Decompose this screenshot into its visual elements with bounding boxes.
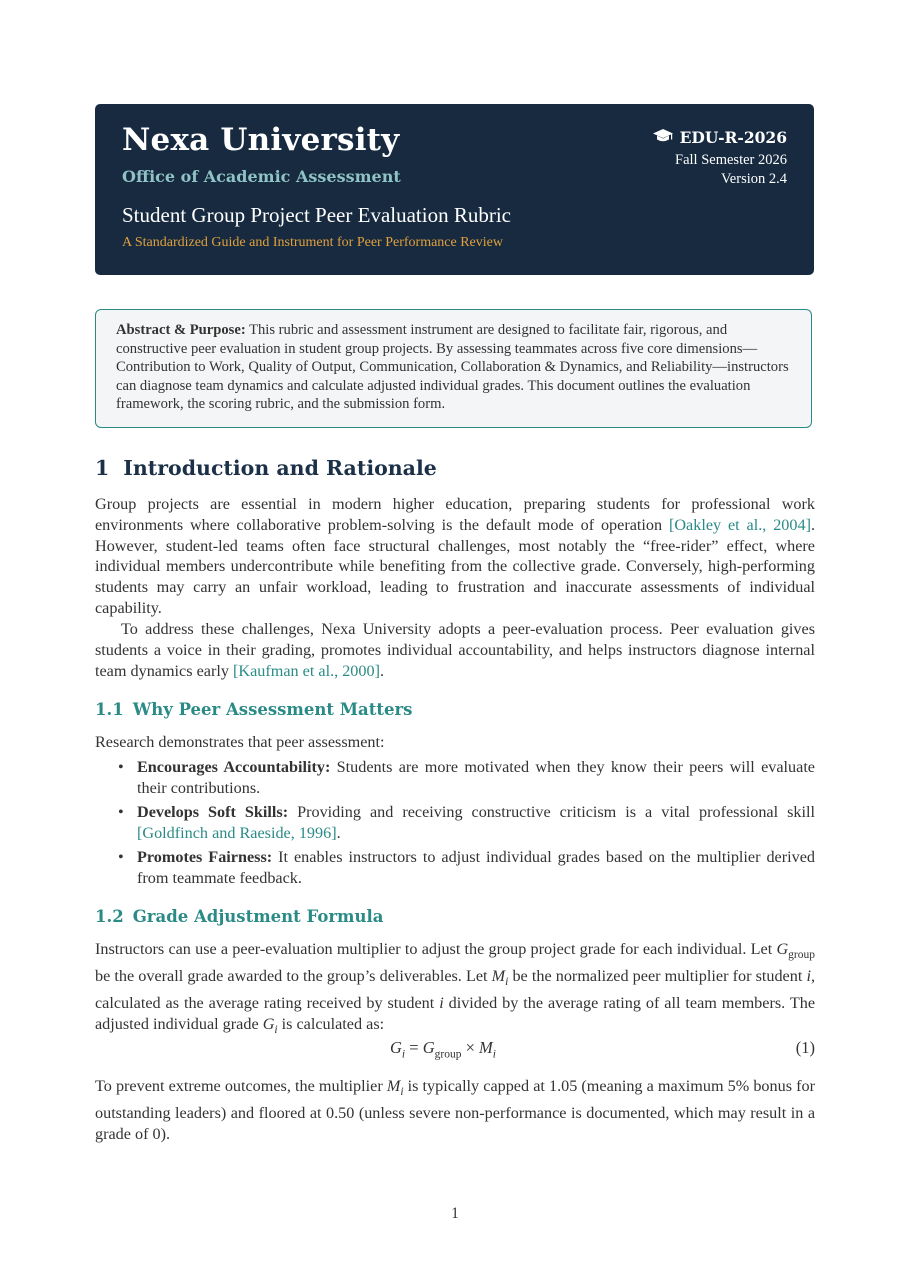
document-meta xyxy=(653,128,787,189)
document-title: Student Group Project Peer Evaluation Rubric xyxy=(122,203,512,227)
paragraph-text: To address these challenges, Nexa University adopts a peer-evaluation process. Peer evaluation gives students a voice in their grading, promotes individual accountability, and helps instructors diagnose internal team dynamics early xyxy=(95,620,815,680)
paragraph-text: . xyxy=(379,661,385,680)
math-symbol: i xyxy=(439,994,444,1013)
citation-link-year[interactable]: 2004] xyxy=(773,515,811,534)
paragraph-text: To prevent extreme outcomes, the multiplier xyxy=(95,1077,387,1095)
paragraph-text: , calculated as the average rating received by student xyxy=(95,967,815,1013)
bullet-icon: • xyxy=(118,803,124,822)
list-intro: Research demonstrates that peer assessment: xyxy=(95,733,385,751)
document-code-row xyxy=(653,128,787,147)
grade-equation xyxy=(95,1038,815,1062)
item-text: It enables instructors to adjust individual grades based on the multiplier derived from teammate feedback. xyxy=(137,848,815,887)
paragraph-text: . However, student-led teams often face structural challenges, most notably the “free-rider” effect, where individual members undercontribute while benefiting from the collective grade. Conversely, high-performing students may carry an unfair workload, leading to frustration and inaccurate assessments of individual capability. xyxy=(95,515,815,617)
paragraph-text: divided by the average rating of all team members. The adjusted individual grade xyxy=(95,994,815,1033)
item-label: Develops Soft Skills: xyxy=(137,803,289,822)
math-subscript: i xyxy=(274,1024,278,1037)
list-item xyxy=(95,802,815,844)
math-operator: = xyxy=(405,1038,423,1057)
citation-link[interactable]: [Kaufman et al., 2000] xyxy=(233,661,380,680)
math-subscript: group xyxy=(434,1048,462,1061)
citation-link[interactable]: [Goldfinch and Raeside, 1996] xyxy=(137,823,337,842)
math-subscript: i xyxy=(492,1048,496,1061)
abstract-text: This rubric and assessment instrument are designed to facilitate fair, rigorous, and constructive peer evaluation in student group projects. By assessing teammates across five core dimensions—Contribution to Work, Quality of Output, Communication, Collaboration & Dynamics, and Reliability—instructors can diagnose team dynamics and calculate adjusted individual grades. This document outlines the evaluation framework, the scoring rubric, and the submission form. xyxy=(116,322,789,413)
math-symbol: G xyxy=(262,1014,275,1033)
equation-number: (1) xyxy=(795,1038,815,1057)
subsection-heading xyxy=(95,700,412,719)
math-symbol: G xyxy=(390,1038,402,1057)
section-number: 1 xyxy=(95,456,110,480)
abstract-label: Abstract & Purpose: xyxy=(116,322,246,338)
header-banner xyxy=(95,104,814,275)
citation-link[interactable]: [Oakley et al., xyxy=(668,515,767,534)
math-symbol: M xyxy=(386,1077,401,1095)
subsection-heading xyxy=(95,907,383,926)
item-label: Encourages Accountability: xyxy=(137,758,331,776)
graduation-cap-icon xyxy=(653,128,673,147)
math-symbol: G xyxy=(776,940,789,958)
document-code: EDU-R-2026 xyxy=(679,128,787,147)
version: Version 2.4 xyxy=(720,171,787,187)
paragraph-text: be the overall grade awarded to the group’s deliverables. Let xyxy=(95,967,492,986)
math-subscript: i xyxy=(505,976,509,989)
page-number: 1 xyxy=(451,1205,459,1222)
paragraph-text: be the normalized peer multiplier for student xyxy=(508,967,807,986)
equation-body xyxy=(390,1038,496,1060)
math-subscript: i xyxy=(400,1086,404,1099)
intro-paragraph-1 xyxy=(95,494,815,619)
paragraph-text: is typically capped at 1.05 (meaning a maximum 5% bonus for outstanding leaders) and floored at 0.50 (unless severe non-performance is documented, which may result in a grade of 0). xyxy=(95,1077,815,1143)
item-text-end: . xyxy=(336,823,341,842)
math-operator: × xyxy=(461,1038,480,1057)
intro-paragraph-2 xyxy=(95,619,815,681)
subsection-number: 1.1 xyxy=(95,700,124,719)
math-symbol: M xyxy=(479,1038,493,1057)
math-symbol: M xyxy=(491,967,506,986)
abstract-box xyxy=(95,309,812,428)
math-subscript: group xyxy=(788,949,815,962)
university-name: Nexa University xyxy=(122,122,400,158)
formula-paragraph xyxy=(95,939,815,1041)
paragraph-text: is calculated as: xyxy=(277,1014,385,1033)
list-item xyxy=(95,757,815,799)
item-text: Providing and receiving constructive criticism is a vital professional skill xyxy=(288,803,815,822)
subsection-title: Why Peer Assessment Matters xyxy=(132,700,413,719)
semester: Fall Semester 2026 xyxy=(675,152,787,168)
math-subscript: i xyxy=(401,1048,406,1061)
document-subtitle: A Standardized Guide and Instrument for Peer Performance Review xyxy=(122,235,503,250)
math-symbol: i xyxy=(806,967,811,986)
math-symbol: G xyxy=(422,1038,435,1057)
paragraph-text: Instructors can use a peer-evaluation multiplier to adjust the group project grade for each individual. Let xyxy=(95,940,777,958)
bullet-icon: • xyxy=(118,758,124,776)
item-label: Promotes Fairness: xyxy=(137,848,273,867)
benefits-list xyxy=(95,757,815,892)
paragraph-text: Group projects are essential in modern higher education, preparing students for professional work environments where collaborative problem-solving is the default mode of operation xyxy=(95,495,815,534)
subsection-number: 1.2 xyxy=(95,907,124,926)
cap-paragraph xyxy=(95,1076,815,1145)
section-title: Introduction and Rationale xyxy=(123,456,437,480)
subsection-title: Grade Adjustment Formula xyxy=(132,907,384,926)
bullet-icon: • xyxy=(118,848,124,867)
section-heading xyxy=(95,456,437,480)
office-name: Office of Academic Assessment xyxy=(122,167,401,186)
list-item xyxy=(95,847,815,889)
item-text: Students are more motivated when they know their peers will evaluate their contributions. xyxy=(137,758,815,797)
